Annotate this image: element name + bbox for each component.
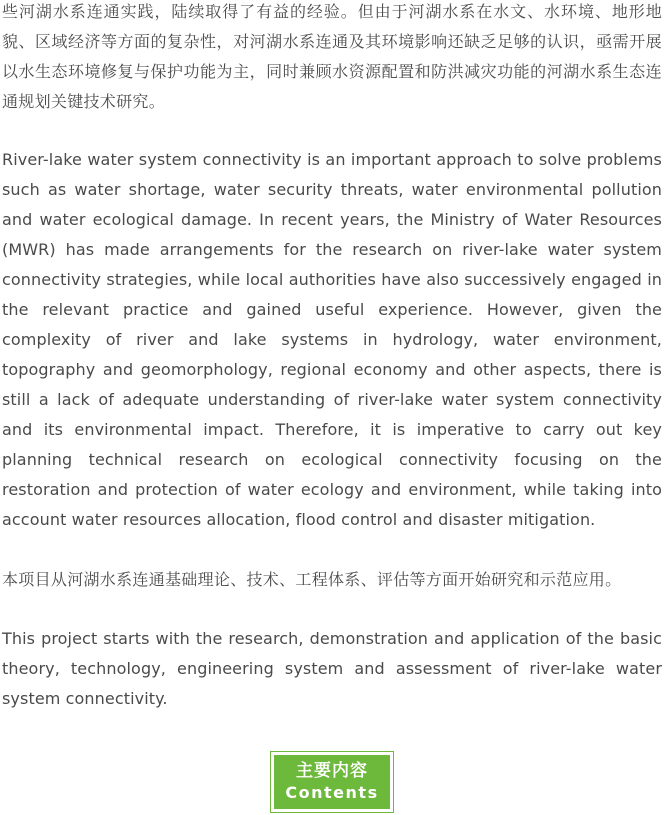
paragraph-english-intro: River-lake water system connectivity is an important approach to solve problems such as water shortage, water security threats, water environmental pollution and water ecological damage. In recent years, the Ministry of Water Resources (MWR) has made arrangements for the research on river-lake water system connectivity strategies, while local authorities have also successively engaged in the relevant practice and gained useful experience. However, given the complexity of river and lake systems in hydrology, water environment, topography and geomorphology, regional economy and other aspects, there is still a lack of adequate understanding of river-lake water system connectivity and its environmental impact. Therefore, it is imperative to carry out key planning technical research on ecological connectivity focusing on the restoration and protection of water ecology and environment, while taking into account water resources allocation, flood control and disaster mitigation. [2, 150, 662, 529]
paragraph-chinese-intro: 些河湖水系连通实践，陆续取得了有益的经验。但由于河湖水系在水文、水环境、地形地貌、区域经济等方面的复杂性，对河湖水系连通及其环境影响还缺乏足够的认识，亟需开展以水生态环境修复与保护功能为主，同时兼顾水资源配置和防洪减灾功能的河湖水系生态连通规划关键技术研究。 [2, 2, 662, 111]
section-heading-badge-fill [274, 755, 390, 809]
section-title-english: Contents [285, 783, 379, 802]
paragraph-english-project: This project starts with the research, demonstration and application of the basic theory, technology, engineering system and assessment of river-lake water system connectivity. [2, 629, 662, 708]
section-title-chinese: 主要内容 [296, 761, 368, 781]
paragraph-chinese-project: 本项目从河湖水系连通基础理论、技术、工程体系、评估等方面开始研究和示范应用。 [2, 570, 622, 589]
section-heading-badge [270, 751, 394, 813]
